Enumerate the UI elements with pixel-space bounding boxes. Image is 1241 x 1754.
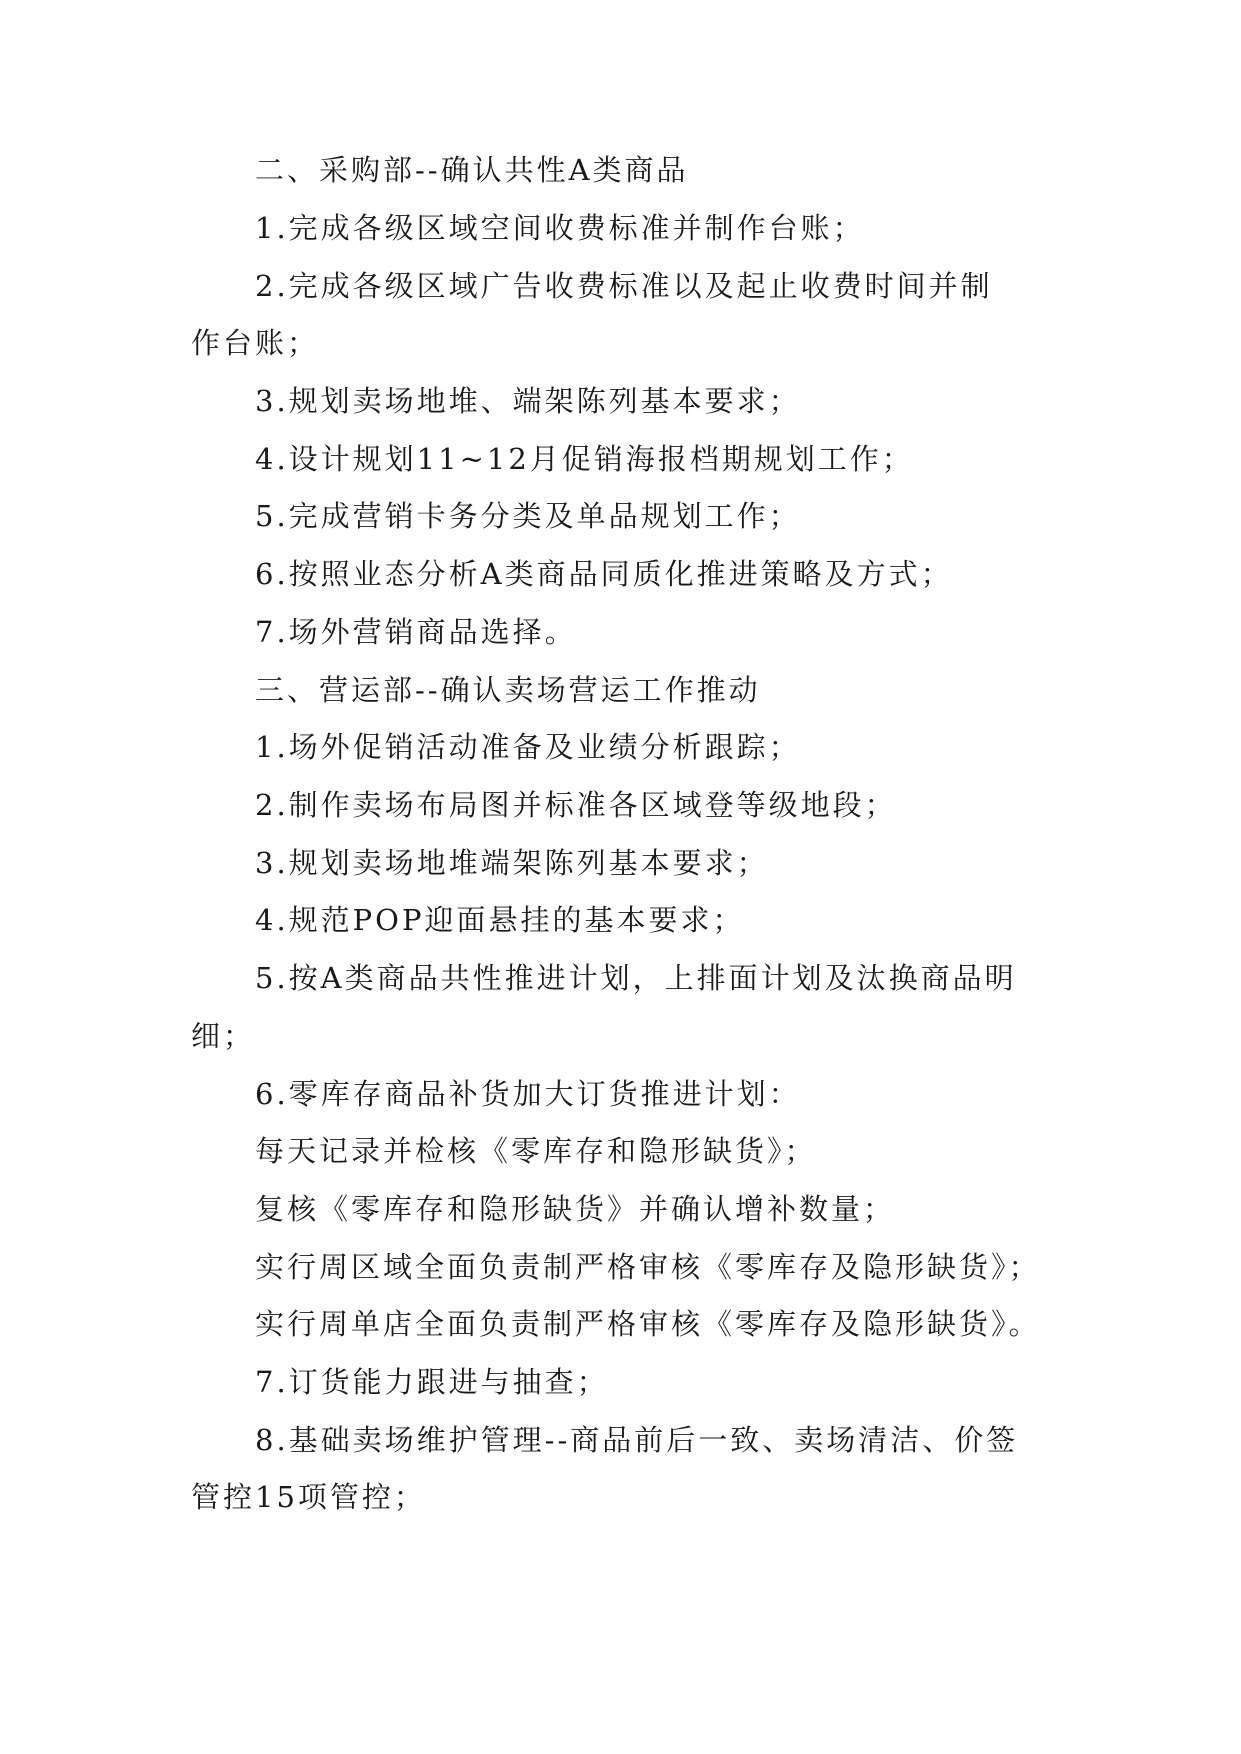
list-item: 4.设计规划11~12月促销海报档期规划工作；	[255, 442, 914, 476]
list-item: 6.按照业态分析A类商品同质化推进策略及方式；	[255, 557, 953, 591]
sub-item: 实行周单店全面负责制严格审核《零库存及隐形缺货》。	[255, 1307, 1041, 1341]
list-item: 2.制作卖场布局图并标准各区域登等级地段；	[255, 788, 897, 822]
list-item: 6.零库存商品补货加大订货推进计划：	[255, 1077, 801, 1111]
sub-item: 复核《零库存和隐形缺货》并确认增补数量；	[255, 1192, 896, 1226]
section-heading-purchasing: 二、采购部--确认共性A类商品	[255, 153, 689, 187]
list-item: 7.场外营销商品选择。	[255, 615, 577, 649]
list-item: 5.完成营销卡务分类及单品规划工作；	[255, 499, 801, 533]
list-item-continuation: 细；	[191, 1019, 256, 1053]
list-item: 7.订货能力跟进与抽查；	[255, 1365, 609, 1399]
list-item: 1.场外促销活动准备及业绩分析跟踪；	[255, 730, 801, 764]
list-item: 5.按A类商品共性推进计划，上排面计划及汰换商品明	[255, 961, 1017, 995]
list-item: 3.规划卖场地堆端架陈列基本要求；	[255, 846, 769, 880]
list-item: 8.基础卖场维护管理--商品前后一致、卖场清洁、价签	[255, 1423, 1019, 1457]
list-item: 1.完成各级区域空间收费标准并制作台账；	[255, 211, 865, 245]
list-item-continuation: 作台账；	[191, 326, 320, 360]
sub-item: 实行周区域全面负责制严格审核《零库存及隐形缺货》；	[255, 1250, 1041, 1284]
sub-item: 每天记录并检核《零库存和隐形缺货》；	[255, 1134, 817, 1168]
list-item-continuation: 管控15项管控；	[191, 1480, 426, 1514]
list-item: 2.完成各级区域广告收费标准以及起止收费时间并制	[255, 269, 993, 303]
section-heading-operations: 三、营运部--确认卖场营运工作推动	[255, 673, 761, 707]
list-item: 4.规范POP迎面悬挂的基本要求；	[255, 903, 745, 937]
list-item: 3.规划卖场地堆、端架陈列基本要求；	[255, 384, 801, 418]
